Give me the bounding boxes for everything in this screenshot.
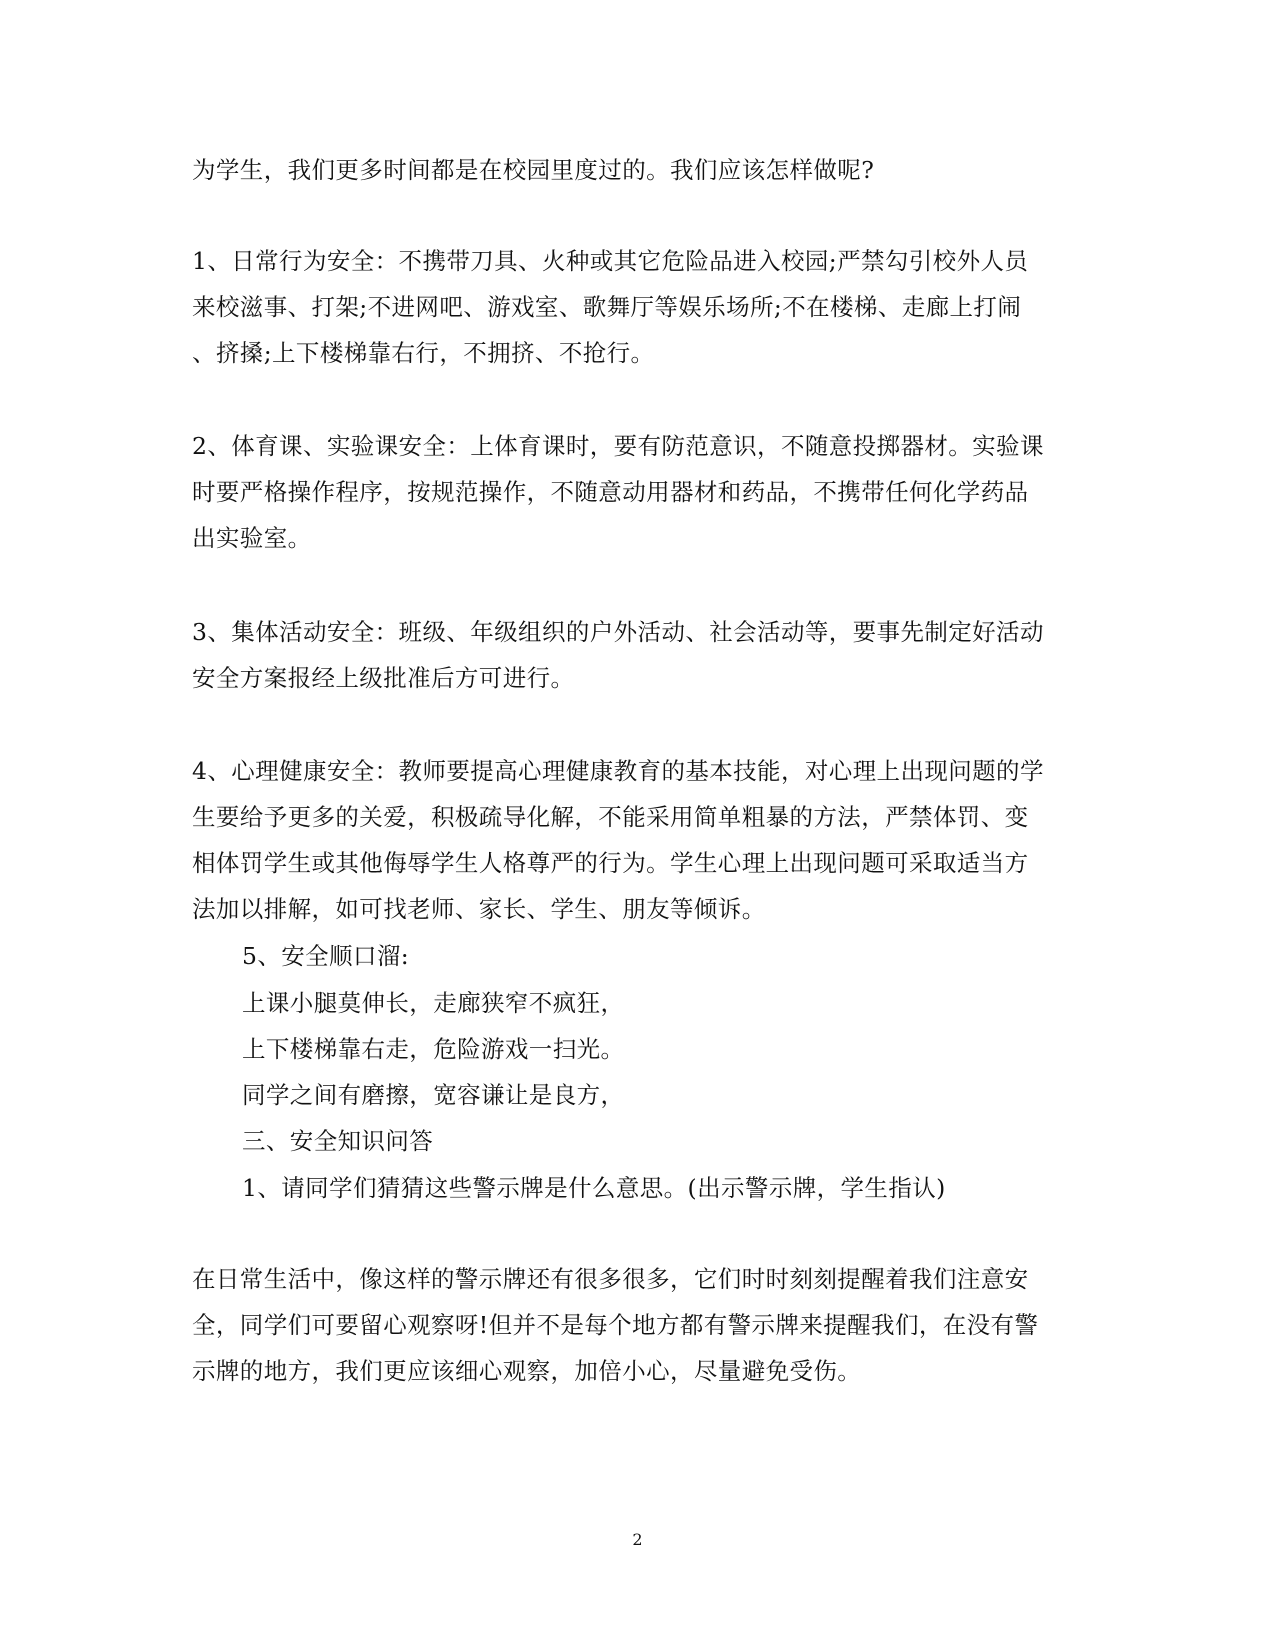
item2-line-3: 出实验室。 xyxy=(192,524,312,552)
closing-line-3: 示牌的地方，我们更应该细心观察，加倍小心，尽量避免受伤。 xyxy=(192,1357,862,1385)
item4-line-4: 法加以排解，如可找老师、家长、学生、朋友等倾诉。 xyxy=(192,895,766,923)
item2-line-2: 时要严格操作程序，按规范操作，不随意动用器材和药品，不携带任何化学药品 xyxy=(192,478,1029,506)
item3-line-2: 安全方案报经上级批准后方可进行。 xyxy=(192,664,575,692)
section3-heading: 三、安全知识问答 xyxy=(242,1127,434,1155)
item5-title: 5、安全顺口溜: xyxy=(242,942,410,970)
question-1: 1、请同学们猜猜这些警示牌是什么意思。(出示警示牌，学生指认) xyxy=(242,1174,946,1202)
page-number: 2 xyxy=(632,1530,643,1549)
item1-line-1: 1、日常行为安全：不携带刀具、火种或其它危险品进入校园;严禁勾引校外人员 xyxy=(192,247,1029,275)
rhyme-line-2: 上下楼梯靠右走，危险游戏一扫光。 xyxy=(242,1035,625,1063)
rhyme-line-3: 同学之间有磨擦，宽容谦让是良方， xyxy=(242,1081,625,1109)
item3-line-1: 3、集体活动安全：班级、年级组织的户外活动、社会活动等，要事先制定好活动 xyxy=(192,618,1044,646)
intro-paragraph: 为学生，我们更多时间都是在校园里度过的。我们应该怎样做呢? xyxy=(192,156,875,184)
item4-line-1: 4、心理健康安全：教师要提高心理健康教育的基本技能，对心理上出现问题的学 xyxy=(192,757,1044,785)
item4-line-2: 生要给予更多的关爱，积极疏导化解，不能采用简单粗暴的方法，严禁体罚、变 xyxy=(192,803,1029,831)
item4-line-3: 相体罚学生或其他侮辱学生人格尊严的行为。学生心理上出现问题可采取适当方 xyxy=(192,849,1029,877)
closing-line-2: 全，同学们可要留心观察呀!但并不是每个地方都有警示牌来提醒我们，在没有警 xyxy=(192,1311,1039,1339)
item2-line-1: 2、体育课、实验课安全：上体育课时，要有防范意识，不随意投掷器材。实验课 xyxy=(192,432,1044,460)
item1-line-3: 、挤搡;上下楼梯靠右行，不拥挤、不抢行。 xyxy=(192,339,655,367)
rhyme-line-1: 上课小腿莫伸长，走廊狭窄不疯狂， xyxy=(242,989,625,1017)
item1-line-2: 来校滋事、打架;不进网吧、游戏室、歌舞厅等娱乐场所;不在楼梯、走廊上打闹 xyxy=(192,293,1022,321)
closing-line-1: 在日常生活中，像这样的警示牌还有很多很多，它们时时刻刻提醒着我们注意安 xyxy=(192,1265,1029,1293)
